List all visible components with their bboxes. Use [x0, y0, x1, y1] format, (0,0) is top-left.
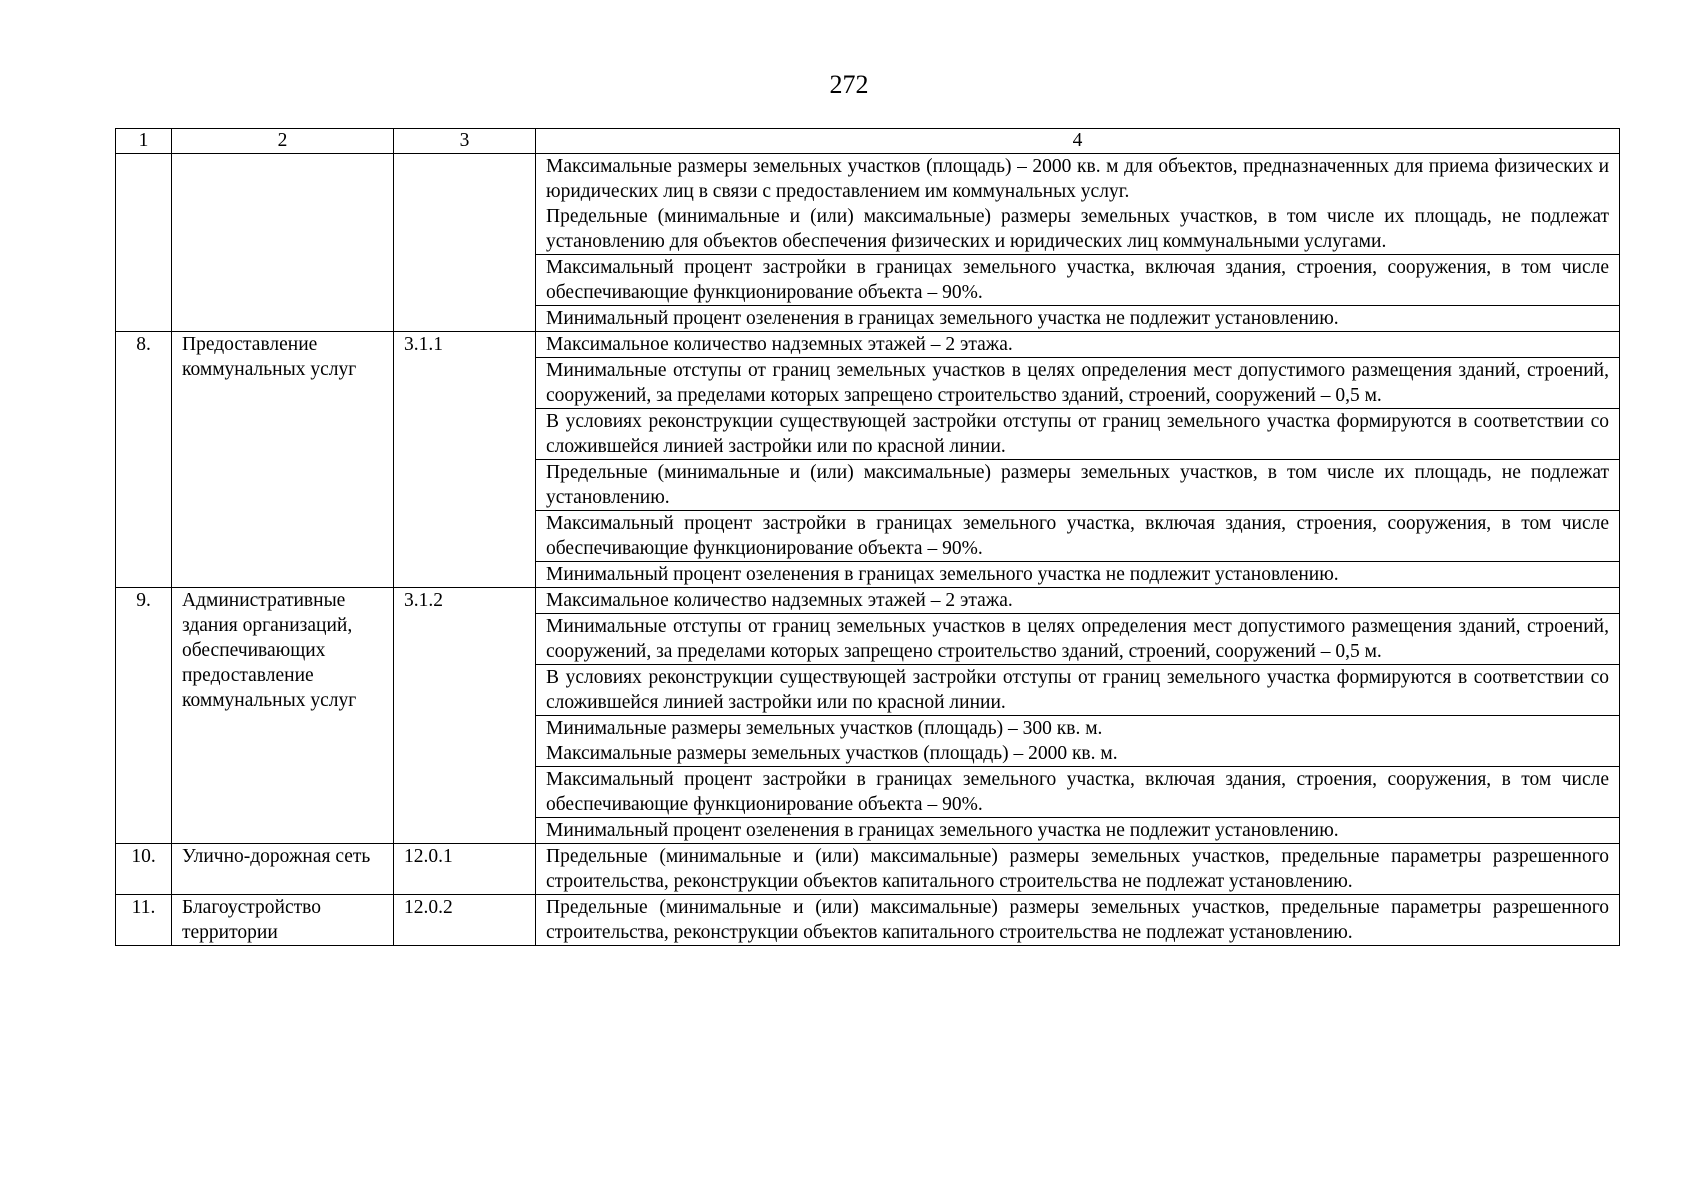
page-number: 272 [829, 70, 869, 99]
table-row [116, 332, 1620, 358]
cell-parameter [536, 306, 1620, 332]
cell-parameter [536, 895, 1620, 946]
cell-paragraph: Максимальные размеры земельных участков (площадь) – 2000 кв. м. [546, 743, 1118, 764]
cell-parameter [536, 767, 1620, 818]
cell-code: 3.1.2 [394, 588, 536, 844]
table-row [116, 588, 1620, 614]
cell-name: Улично-дорожная сеть [172, 844, 394, 895]
cell-number: 9. [116, 588, 172, 844]
cell-paragraph: В условиях реконструкции существующей застройки отступы от границ земельного участка формируются в соответствии со сложившейся линией застройки или по красной линии. [546, 411, 1609, 457]
cell-number [116, 154, 172, 332]
table-body [116, 129, 1620, 946]
cell-parameter [536, 614, 1620, 665]
cell-code: 3.1.1 [394, 332, 536, 588]
cell-parameter [536, 511, 1620, 562]
cell-parameter [536, 460, 1620, 511]
cell-paragraph: В условиях реконструкции существующей застройки отступы от границ земельного участка формируются в соответствии со сложившейся линией застройки или по красной линии. [546, 667, 1609, 713]
cell-paragraph: Предельные (минимальные и (или) максимальные) размеры земельных участков, предельные параметры разрешенного строительства, реконструкции объектов капитального строительства не подлежат установлению. [546, 897, 1609, 943]
cell-name: Предоставление коммунальных услуг [172, 332, 394, 588]
cell-code: 12.0.2 [394, 895, 536, 946]
cell-parameter [536, 716, 1620, 767]
cell-parameter [536, 818, 1620, 844]
table-row [116, 844, 1620, 895]
cell-number: 10. [116, 844, 172, 895]
cell-paragraph: Предельные (минимальные и (или) максимальные) размеры земельных участков, в том числе их площадь, не подлежат установлению. [546, 462, 1609, 508]
cell-paragraph: Минимальный процент озеленения в границах земельного участка не подлежит установлению. [546, 564, 1339, 585]
cell-paragraph: Максимальное количество надземных этажей – 2 этажа. [546, 334, 1013, 355]
cell-paragraph: Максимальное количество надземных этажей – 2 этажа. [546, 590, 1013, 611]
column-header-4: 4 [536, 129, 1620, 154]
cell-paragraph: Минимальный процент озеленения в границах земельного участка не подлежит установлению. [546, 308, 1339, 329]
cell-paragraph: Минимальные размеры земельных участков (площадь) – 300 кв. м. [546, 718, 1103, 739]
column-header-1: 1 [116, 129, 172, 154]
cell-paragraph: Максимальный процент застройки в границах земельного участка, включая здания, строения, сооружения, в том числе обеспечивающие функционирование объекта – 90%. [546, 513, 1609, 559]
cell-paragraph: Максимальные размеры земельных участков (площадь) – 2000 кв. м для объектов, предназначенных для приема физических и юридических лиц в связи с предоставлением им коммунальных услуг. [546, 156, 1609, 202]
column-header-3: 3 [394, 129, 536, 154]
cell-paragraph: Минимальный процент озеленения в границах земельного участка не подлежит установлению. [546, 820, 1339, 841]
column-header-2: 2 [172, 129, 394, 154]
cell-number: 11. [116, 895, 172, 946]
cell-parameter [536, 665, 1620, 716]
cell-code: 12.0.1 [394, 844, 536, 895]
cell-parameter [536, 154, 1620, 255]
cell-parameter [536, 588, 1620, 614]
cell-paragraph: Минимальные отступы от границ земельных участков в целях определения мест допустимого размещения зданий, строений, сооружений, за пределами которых запрещено строительство зданий, строений, сооружений – 0,5 м. [546, 360, 1609, 406]
cell-paragraph: Максимальный процент застройки в границах земельного участка, включая здания, строения, сооружения, в том числе обеспечивающие функционирование объекта – 90%. [546, 257, 1609, 303]
cell-parameter [536, 332, 1620, 358]
cell-parameter [536, 844, 1620, 895]
cell-paragraph: Предельные (минимальные и (или) максимальные) размеры земельных участков, предельные параметры разрешенного строительства, реконструкции объектов капитального строительства не подлежат установлению. [546, 846, 1609, 892]
cell-paragraph: Максимальный процент застройки в границах земельного участка, включая здания, строения, сооружения, в том числе обеспечивающие функционирование объекта – 90%. [546, 769, 1609, 815]
header-row [116, 129, 1620, 154]
cell-parameter [536, 409, 1620, 460]
cell-paragraph: Минимальные отступы от границ земельных участков в целях определения мест допустимого размещения зданий, строений, сооружений, за пределами которых запрещено строительство зданий, строений, сооружений – 0,5 м. [546, 616, 1609, 662]
cell-parameter [536, 562, 1620, 588]
cell-parameter [536, 358, 1620, 409]
cell-code [394, 154, 536, 332]
cell-name: Благоустройство территории [172, 895, 394, 946]
table-row [116, 154, 1620, 255]
cell-number: 8. [116, 332, 172, 588]
cell-name [172, 154, 394, 332]
table-row [116, 895, 1620, 946]
cell-paragraph: Предельные (минимальные и (или) максимальные) размеры земельных участков, в том числе их площадь, не подлежат установлению для объектов обеспечения физических и юридических лиц коммунальными услугами. [546, 206, 1609, 252]
cell-parameter [536, 255, 1620, 306]
cell-name: Административные здания организаций, обеспечивающих предоставление коммунальных услуг [172, 588, 394, 844]
regulations-table [115, 128, 1620, 946]
